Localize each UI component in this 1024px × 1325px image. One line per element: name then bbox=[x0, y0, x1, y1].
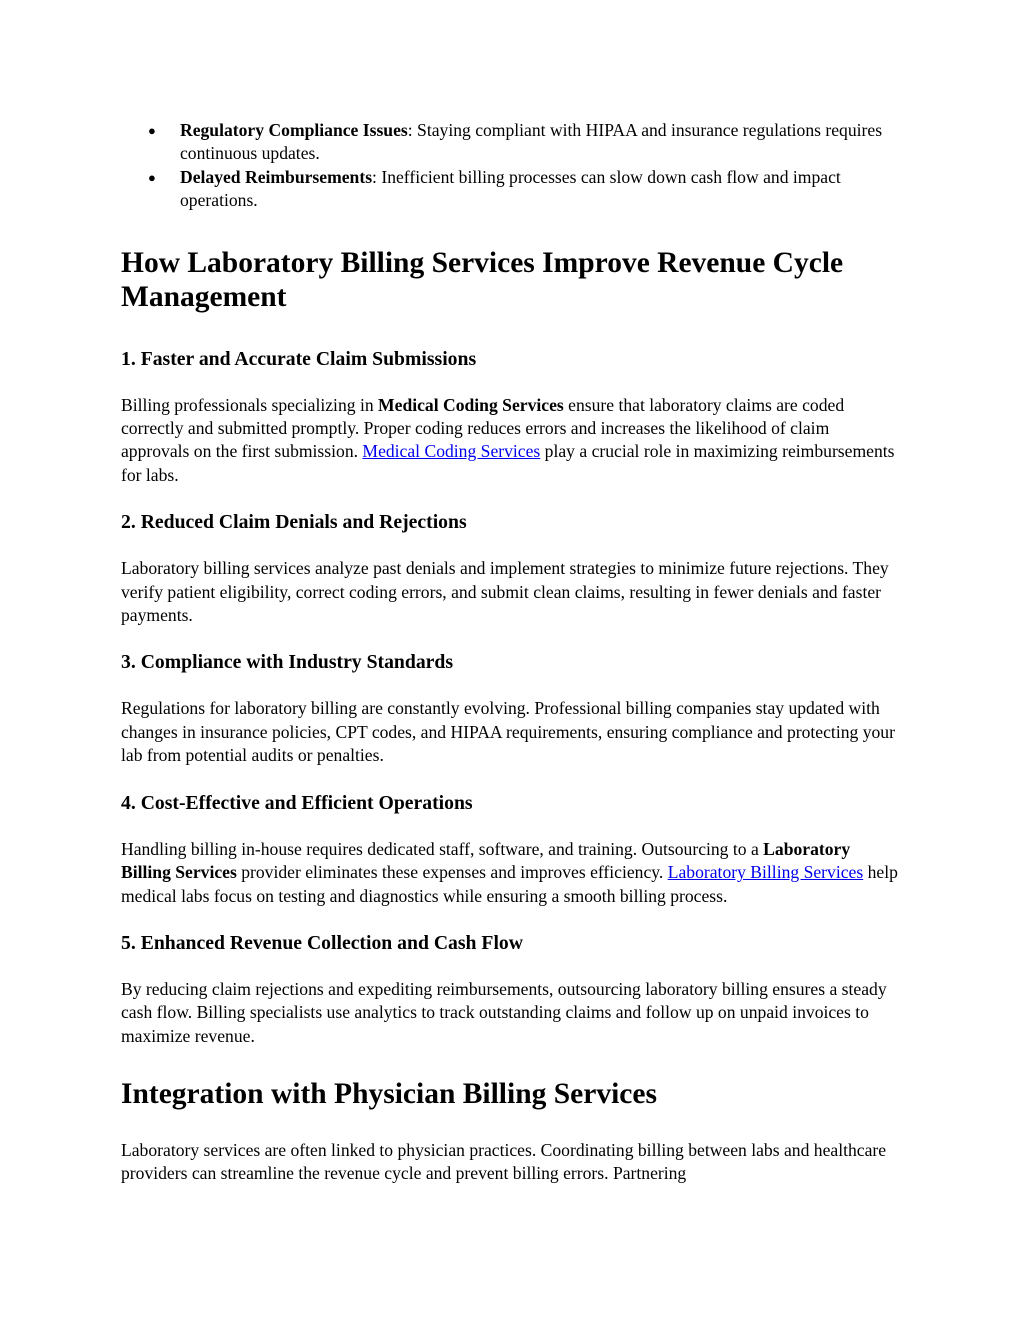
paragraph-physician-billing: Laboratory services are often linked to physician practices. Coordinating billing between labs and healthcare providers can streamline the revenue cycle and prevent billing errors. Partnering bbox=[121, 1139, 887, 1184]
subheading-compliance: 3. Compliance with Industry Standards bbox=[121, 651, 454, 674]
paragraph-claim-denials: Laboratory billing services analyze past denials and implement strategies to minimize future rejections. They verify patient eligibility, correct coding errors, and submit clean claims, resulting in fewer denials and faster payments. bbox=[121, 558, 889, 626]
medical-coding-services-link[interactable]: Medical Coding Services bbox=[362, 441, 541, 462]
bullet-icon: ● bbox=[148, 123, 156, 138]
list-item bbox=[121, 166, 901, 213]
subheading-claim-denials: 2. Reduced Claim Denials and Rejections bbox=[121, 511, 467, 534]
text-run: Billing professionals specializing in bbox=[121, 394, 379, 415]
bold-term: Laboratory Billing Services bbox=[121, 838, 851, 883]
bullet-icon: ● bbox=[148, 169, 156, 185]
paragraph-compliance: Regulations for laboratory billing are constantly evolving. Professional billing companies stay updated with changes in insurance policies, CPT codes, and HIPAA requirements, ensuring compliance and protecting your lab from potential audits or penalties. bbox=[121, 698, 895, 766]
text-run: play a crucial role in maximizing reimbursements for labs. bbox=[121, 441, 895, 485]
laboratory-billing-services-link[interactable]: Laboratory Billing Services bbox=[667, 862, 864, 883]
list-item-text: : Inefficient billing processes can slow down cash flow and impact operations. bbox=[180, 166, 841, 211]
section-heading-revenue-cycle: How Laboratory Billing Services Improve Revenue Cycle Management bbox=[121, 246, 844, 314]
list-item-text: : Staying compliant with HIPAA and insurance regulations requires continuous updates. bbox=[180, 120, 883, 164]
list-item-term: Delayed Reimbursements bbox=[180, 166, 373, 187]
paragraph-revenue-collection: By reducing claim rejections and expediting reimbursements, outsourcing laboratory billing ensures a steady cash flow. Billing specialists use analytics to track outstanding claims and follow up on unpaid invoices to maximize revenue. bbox=[121, 978, 887, 1046]
bold-term: Medical Coding Services bbox=[378, 394, 564, 415]
text-run: Handling billing in-house requires dedicated staff, software, and training. Outsourcing to a bbox=[121, 838, 764, 859]
list-item-term: Regulatory Compliance Issues bbox=[180, 120, 408, 140]
paragraph-cost-effective bbox=[121, 838, 901, 908]
document-page bbox=[121, 119, 901, 1185]
subheading-revenue-collection: 5. Enhanced Revenue Collection and Cash Flow bbox=[121, 931, 523, 954]
subheading-claim-submissions: 1. Faster and Accurate Claim Submissions bbox=[121, 347, 477, 370]
challenge-list bbox=[121, 119, 901, 213]
list-item bbox=[121, 119, 901, 166]
text-run: ensure that laboratory claims are coded correctly and submitted promptly. Proper coding reduces errors and increases the likelihood of claim approvals on the first submission. bbox=[121, 394, 845, 462]
paragraph-claim-submissions bbox=[121, 394, 901, 488]
text-run: help medical labs focus on testing and diagnostics while ensuring a smooth billing process. bbox=[121, 862, 898, 906]
text-run: provider eliminates these expenses and improves efficiency. bbox=[236, 862, 668, 883]
section-heading-physician-billing: Integration with Physician Billing Services bbox=[121, 1078, 657, 1111]
subheading-cost-effective: 4. Cost-Effective and Efficient Operations bbox=[121, 791, 473, 814]
